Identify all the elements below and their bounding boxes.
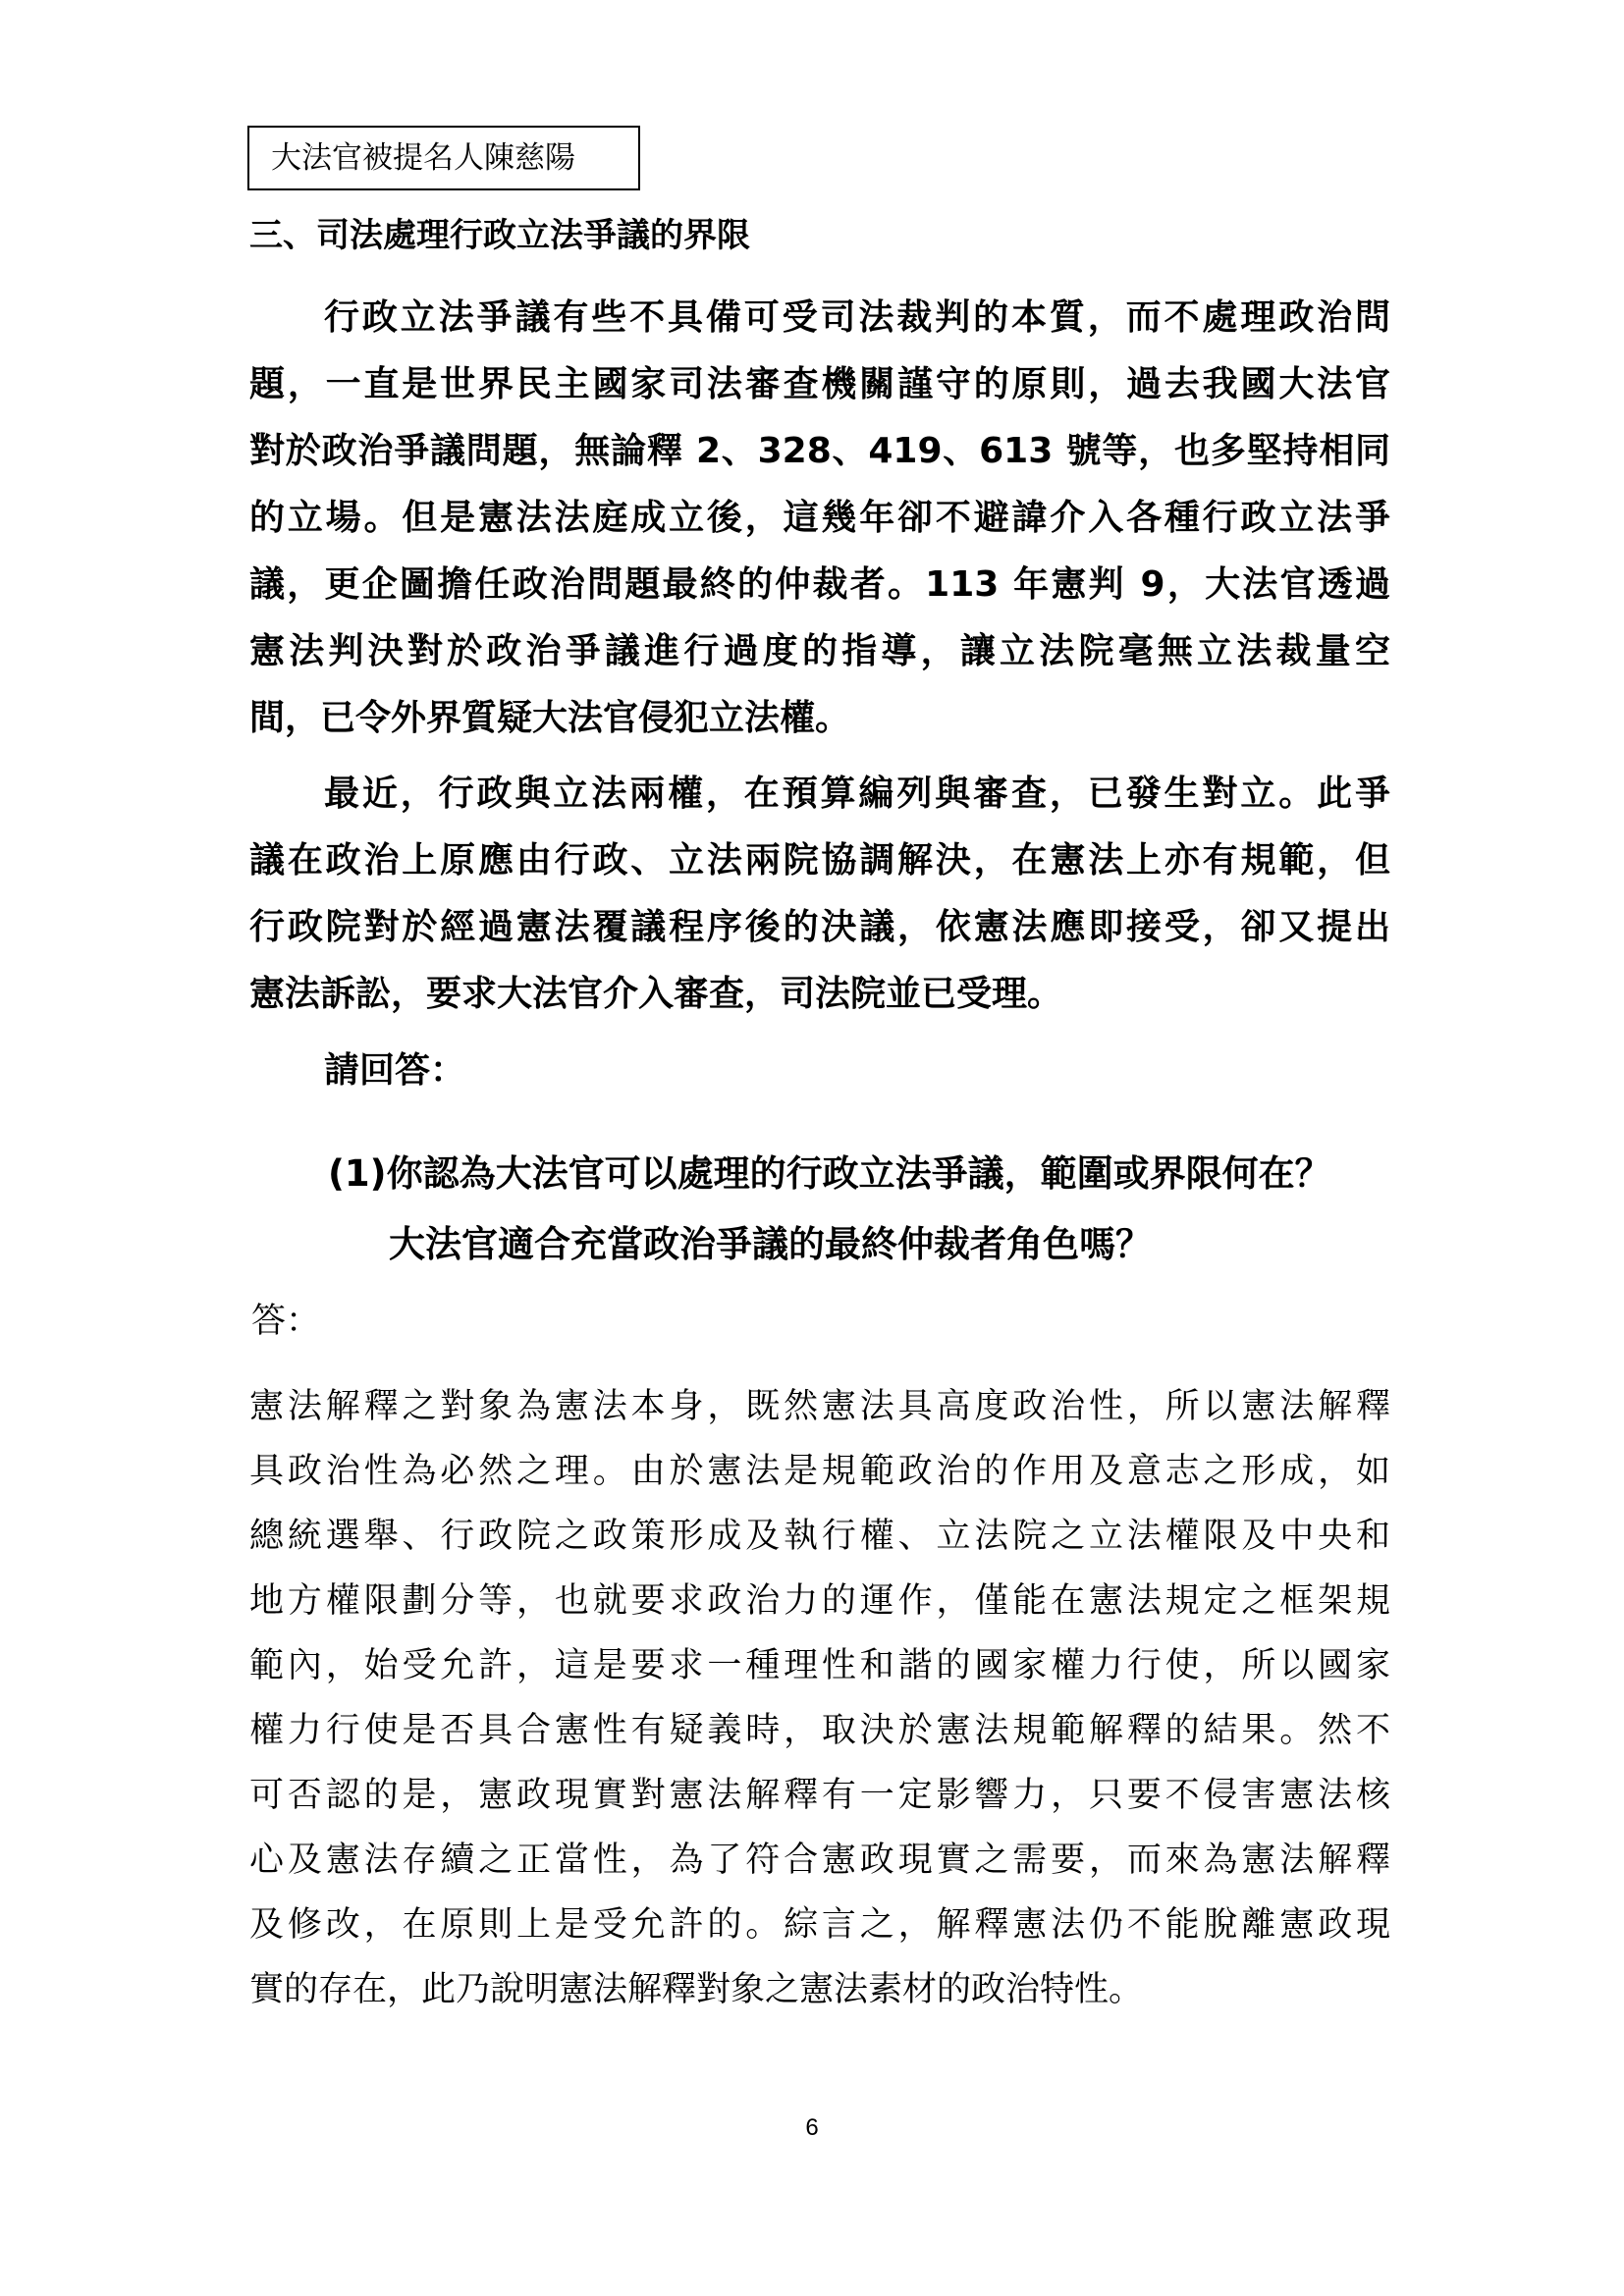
- paragraph-line: 地方權限劃分等，也就要求政治力的運作，僅能在憲法規定之框架規: [249, 1581, 1390, 1621]
- answer-prompt: 請回答：: [324, 1050, 466, 1091]
- nominee-label-box: [247, 126, 640, 190]
- paragraph-line: 及修改，在原則上是受允許的。綜言之，解釋憲法仍不能脫離憲政現: [249, 1905, 1390, 1945]
- question-line: (1)你認為大法官可以處理的行政立法爭議，範圍或界限何在？: [328, 1152, 1331, 1195]
- section-heading: 三、司法處理行政立法爭議的界限: [249, 216, 750, 255]
- paragraph-line: 憲法判決對於政治爭議進行過度的指導，讓立法院毫無立法裁量空: [249, 631, 1390, 671]
- question-line: 大法官適合充當政治爭議的最終仲裁者角色嗎？: [389, 1223, 1152, 1265]
- paragraph-line: 行政院對於經過憲法覆議程序後的決議，依憲法應即接受，卻又提出: [249, 907, 1390, 947]
- paragraph-1: [249, 285, 1390, 752]
- paragraph-line: 間，已令外界質疑大法官侵犯立法權。: [249, 698, 851, 738]
- question-1: [328, 1139, 1390, 1280]
- paragraph-line: 權力行使是否具合憲性有疑義時，取決於憲法規範解釋的結果。然不: [249, 1711, 1390, 1750]
- paragraph-line: 題，一直是世界民主國家司法審查機關謹守的原則，過去我國大法官: [249, 364, 1390, 404]
- paragraph-line: 的立場。但是憲法法庭成立後，這幾年卻不避諱介入各種行政立法爭: [249, 498, 1390, 538]
- paragraph-line: 總統選舉、行政院之政策形成及執行權、立法院之立法權限及中央和: [249, 1517, 1390, 1556]
- paragraph-line: 對於政治爭議問題，無論釋 2、328、419、613 號等，也多堅持相同: [249, 431, 1390, 471]
- paragraph-line: 憲法解釋之對象為憲法本身，既然憲法具高度政治性，所以憲法解釋: [249, 1387, 1390, 1426]
- answer-paragraph: [249, 1374, 1390, 2022]
- paragraph-line: 範內，始受允許，這是要求一種理性和諧的國家權力行使，所以國家: [249, 1646, 1390, 1685]
- nominee-label: 大法官被提名人陳慈陽: [271, 140, 575, 176]
- paragraph-line: 可否認的是，憲政現實對憲法解釋有一定影響力，只要不侵害憲法核: [249, 1776, 1390, 1815]
- paragraph-line: 實的存在，此乃說明憲法解釋對象之憲法素材的政治特性。: [249, 1970, 1144, 2009]
- paragraph-line: 憲法訴訟，要求大法官介入審查，司法院並已受理。: [249, 974, 1063, 1014]
- paragraph-line: 心及憲法存續之正當性，為了符合憲政現實之需要，而來為憲法解釋: [249, 1841, 1390, 1880]
- paragraph-2: [249, 761, 1390, 1028]
- paragraph-line: 行政立法爭議有些不具備可受司法裁判的本質，而不處理政治問: [324, 297, 1390, 338]
- paragraph-line: 最近，行政與立法兩權，在預算編列與審查，已發生對立。此爭: [324, 774, 1390, 814]
- answer-label: 答：: [251, 1302, 321, 1341]
- paragraph-line: 具政治性為必然之理。由於憲法是規範政治的作用及意志之形成，如: [249, 1452, 1390, 1491]
- paragraph-line: 議在政治上原應由行政、立法兩院協調解決，在憲法上亦有規範，但: [249, 840, 1390, 881]
- paragraph-line: 議，更企圖擔任政治問題最終的仲裁者。113 年憲判 9，大法官透過: [249, 564, 1390, 605]
- page-number: 6: [805, 2114, 819, 2141]
